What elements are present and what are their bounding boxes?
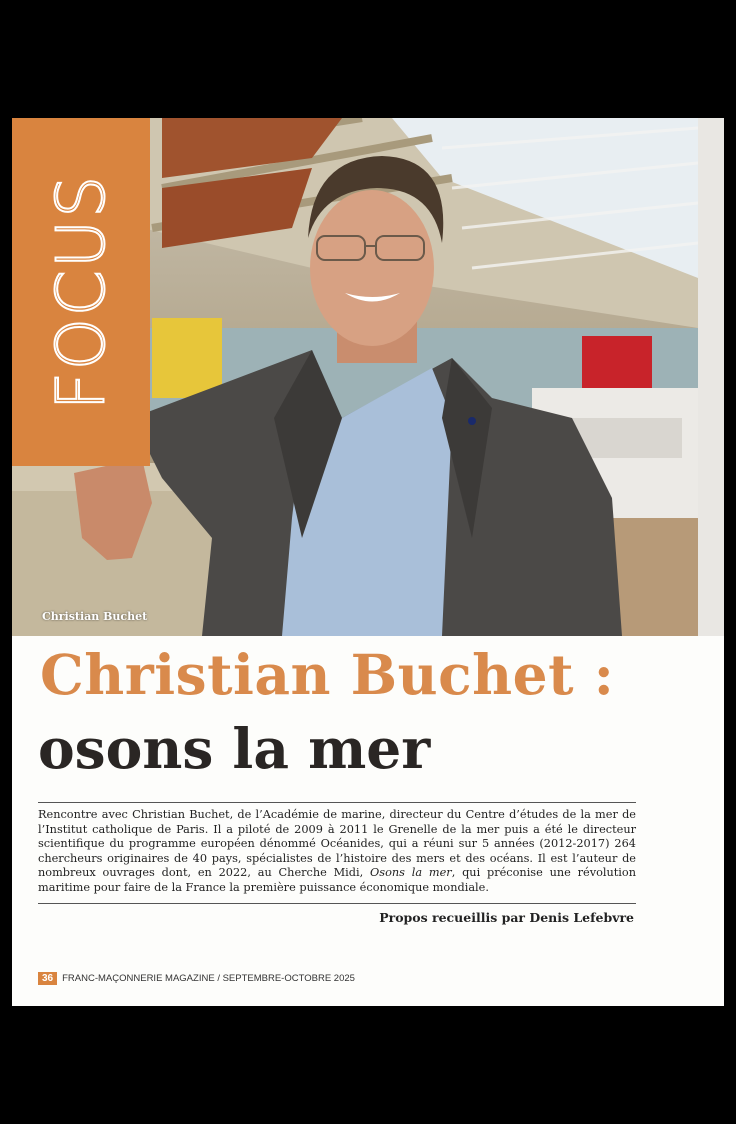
article-title-line2: osons la mer [38, 716, 431, 781]
article-intro [38, 808, 636, 896]
intro-top-rule [38, 802, 636, 803]
photo-caption: Christian Buchet [42, 610, 148, 623]
issue-date: / SEPTEMBRE-OCTOBRE 2025 [217, 973, 355, 984]
article-title-line1: Christian Buchet : [40, 642, 615, 707]
photo-margin [698, 118, 724, 636]
page-number: 36 [38, 972, 57, 985]
magazine-page [12, 118, 724, 1006]
article-byline: Propos recueillis par Denis Lefebvre [379, 910, 634, 925]
intro-text-part2: , qui préconise une révolution maritime pour faire de la France la première puissance économique mondiale. [38, 866, 636, 894]
publication-name: FRANC-MAÇONNERIE MAGAZINE [62, 973, 215, 984]
section-band [12, 118, 150, 466]
intro-text-part1: Rencontre avec Christian Buchet, de l’Académie de marine, directeur du Centre d’études de la mer de l’Institut catholique de Paris. Il a piloté de 2009 à 2011 le Grenelle de la mer puis a été le directeur scientifique du programme européen dénommé Océanides, qui a réuni sur 5 années (2012-2017) 264 chercheurs originaires de 40 pays, spécialistes de l’histoire des mers et des océans. Il est l’auteur de nombreux ouvrages dont, en 2022, au Cherche Midi, [38, 808, 636, 880]
book-title: Osons la mer [370, 866, 452, 880]
intro-bottom-rule [38, 903, 636, 904]
section-label: FOCUS [42, 173, 120, 411]
page-footer [38, 972, 355, 985]
